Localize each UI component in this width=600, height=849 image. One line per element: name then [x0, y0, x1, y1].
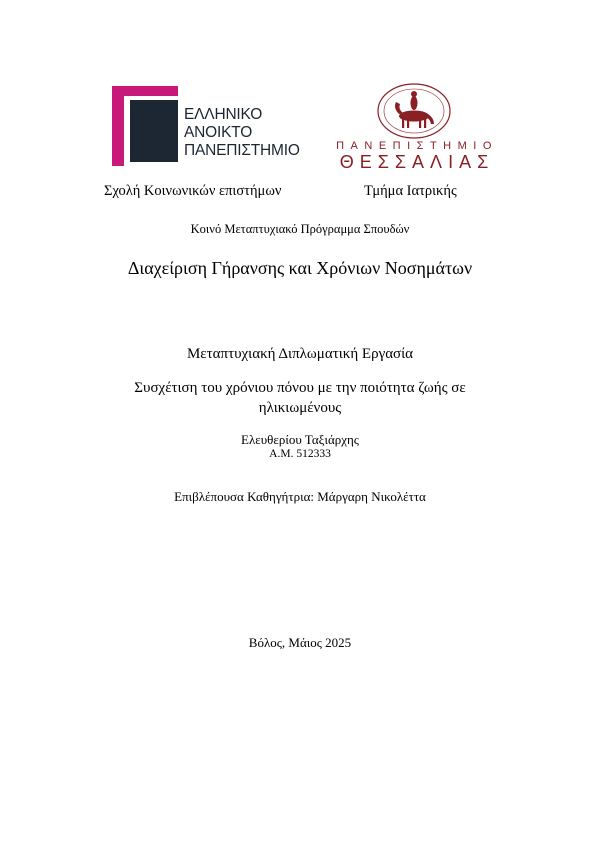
eap-logo-line-2: ΑΝΟΙΚΤΟ: [184, 124, 253, 141]
msc-name: Διαχείριση Γήρανσης και Χρόνιων Νοσημάτων: [127, 258, 473, 278]
uth-logo-line-2: ΘΕΣΣΑΛΙΑΣ: [339, 152, 495, 172]
eap-logo-text: [184, 106, 300, 160]
uth-seal-icon: [374, 82, 454, 140]
supervisor: Επιβλέπουσα Καθηγήτρια: Μάργαρη Νικολέττα: [174, 489, 426, 504]
uth-logo: [322, 82, 512, 172]
eap-logo: [112, 86, 298, 166]
eap-logo-line-1: ΕΛΛΗΝΙΚΟ: [184, 106, 263, 123]
thesis-title-line-1: Συσχέτιση του χρόνιου πόνου με την ποιότητα ζωής σε: [134, 380, 466, 396]
program-name: Κοινό Μεταπτυχιακό Πρόγραμμα Σπουδών: [190, 222, 410, 236]
student-id: Α.Μ. 512333: [269, 448, 331, 460]
thesis-title: [0, 378, 600, 418]
place-date: Βόλος, Μάιος 2025: [248, 635, 352, 650]
uth-logo-line-1: ΠΑΝΕΠΙΣΤΗΜΙΟ: [336, 140, 498, 152]
thesis-title-line-2: ηλικιωμένους: [258, 400, 342, 416]
thesis-type: Μεταπτυχιακή Διπλωματική Εργασία: [186, 346, 414, 362]
eap-logo-line-3: ΠΑΝΕΠΙΣΤΗΜΙΟ: [184, 142, 300, 159]
school-name: Σχολή Κοινωνικών επιστήμων: [104, 183, 282, 199]
eap-logo-mark: [112, 86, 178, 166]
department-name: Τμήμα Ιατρικής: [364, 183, 457, 199]
author-name: Ελευθερίου Ταξιάρχης: [241, 432, 359, 447]
